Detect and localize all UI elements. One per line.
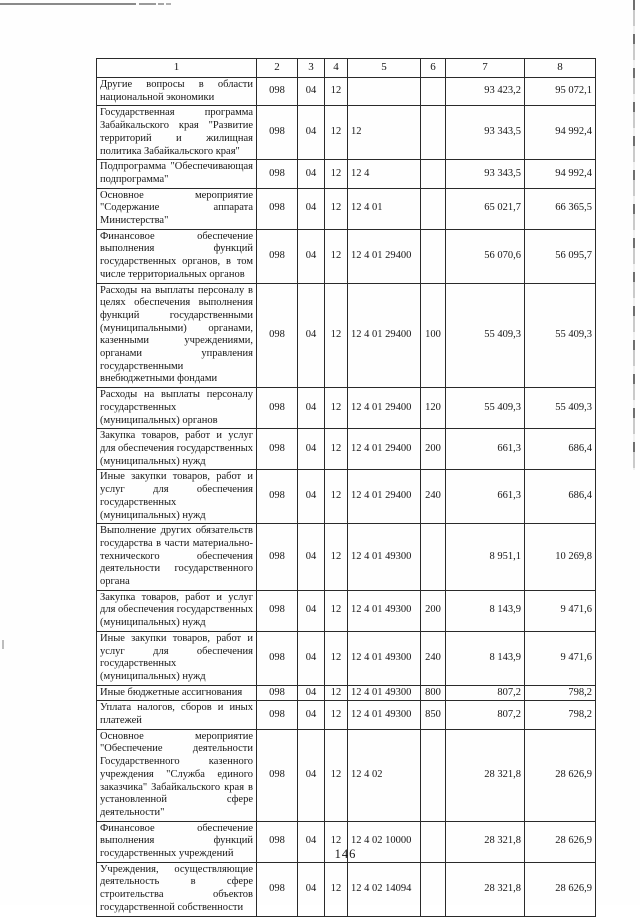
table-cell: 798,2 (525, 701, 596, 729)
table-cell: 65 021,7 (446, 188, 525, 229)
table-cell: 12 (325, 229, 348, 283)
table-cell: 12 4 02 10000 (348, 821, 421, 862)
table-cell: 12 4 (348, 160, 421, 188)
table-cell: 94 992,4 (525, 160, 596, 188)
table-cell: 12 (325, 701, 348, 729)
table-row (97, 160, 596, 188)
table-cell: 04 (298, 160, 325, 188)
table-cell: 04 (298, 729, 325, 821)
table-cell: 12 4 01 49300 (348, 685, 421, 701)
table-cell: 94 992,4 (525, 106, 596, 160)
table-cell: 12 4 02 14094 (348, 862, 421, 916)
table-row (97, 388, 596, 429)
table-cell: 12 (325, 106, 348, 160)
table-cell: 12 (325, 590, 348, 631)
table-cell: 098 (257, 188, 298, 229)
table-row (97, 701, 596, 729)
table-cell: 12 (325, 388, 348, 429)
table-cell: 04 (298, 388, 325, 429)
table-header-cell: 1 (97, 59, 257, 78)
table-cell: Государственная программа Забайкальского края "Развитие территорий и жилищная политика Забайкальского края" (97, 106, 257, 160)
table-cell: 04 (298, 470, 325, 524)
table-header-cell: 5 (348, 59, 421, 78)
table-row (97, 283, 596, 388)
table-cell: 56 070,6 (446, 229, 525, 283)
table-cell: Другие вопросы в области национальной экономики (97, 78, 257, 106)
table-row (97, 78, 596, 106)
table-cell: 93 343,5 (446, 160, 525, 188)
table-cell: 93 423,2 (446, 78, 525, 106)
table-cell: 04 (298, 524, 325, 591)
table-cell: 04 (298, 229, 325, 283)
table-header-cell: 4 (325, 59, 348, 78)
table-header-cell: 8 (525, 59, 596, 78)
table-cell: Расходы на выплаты персоналу в целях обеспечения выполнения функций государственными (муниципальными) органами, казенными учреждениями, органами управления государственными внебюджетными фондами (97, 283, 257, 388)
table-cell: 120 (421, 388, 446, 429)
table-header-cell: 3 (298, 59, 325, 78)
table-cell (421, 106, 446, 160)
table-cell: 098 (257, 160, 298, 188)
table-cell: 55 409,3 (525, 388, 596, 429)
table-cell: 098 (257, 701, 298, 729)
table-cell: 807,2 (446, 701, 525, 729)
table-cell: 8 951,1 (446, 524, 525, 591)
table-header-cell: 2 (257, 59, 298, 78)
table-row (97, 470, 596, 524)
table-cell: Иные бюджетные ассигнования (97, 685, 257, 701)
table-cell: 9 471,6 (525, 631, 596, 685)
table-cell: 12 (325, 78, 348, 106)
table-row (97, 862, 596, 916)
table-cell: 12 (325, 821, 348, 862)
table-cell: Учреждения, осуществляющие деятельность в сфере строительства объектов государственной собственности (97, 862, 257, 916)
table-cell: 098 (257, 429, 298, 470)
table-header-cell: 7 (446, 59, 525, 78)
table-cell: 12 4 01 29400 (348, 388, 421, 429)
table-cell: 12 4 01 29400 (348, 470, 421, 524)
scan-artifact-right-edge-line (633, 0, 635, 470)
budget-table (96, 58, 596, 917)
table-cell: 098 (257, 229, 298, 283)
table-cell: 04 (298, 701, 325, 729)
table-cell: 12 (325, 524, 348, 591)
table-cell: 04 (298, 821, 325, 862)
table-cell: 798,2 (525, 685, 596, 701)
table-cell: 12 4 01 49300 (348, 631, 421, 685)
table-cell: 28 321,8 (446, 862, 525, 916)
table-cell: 8 143,9 (446, 590, 525, 631)
table-row (97, 685, 596, 701)
table-cell: 04 (298, 590, 325, 631)
table-cell: Подпрограмма "Обеспечивающая подпрограмма" (97, 160, 257, 188)
table-cell: 8 143,9 (446, 631, 525, 685)
table-cell: 95 072,1 (525, 78, 596, 106)
table-cell (421, 524, 446, 591)
table-row (97, 188, 596, 229)
table-cell: 098 (257, 78, 298, 106)
table-cell: 55 409,3 (446, 283, 525, 388)
table-cell (421, 862, 446, 916)
table-cell: 686,4 (525, 429, 596, 470)
table-cell (421, 188, 446, 229)
table-cell: 850 (421, 701, 446, 729)
table-cell: 04 (298, 106, 325, 160)
table-cell: Основное мероприятие "Обеспечение деятельности Государственного казенного учреждения "Служба единого заказчика" Забайкальского края в установленной сфере деятельности" (97, 729, 257, 821)
table-cell: 098 (257, 524, 298, 591)
table-cell: 807,2 (446, 685, 525, 701)
table-cell: 04 (298, 685, 325, 701)
table-row (97, 631, 596, 685)
table-cell: 55 409,3 (446, 388, 525, 429)
table-cell: 12 4 01 (348, 188, 421, 229)
table-cell: 12 4 01 29400 (348, 429, 421, 470)
table-cell: 12 (325, 729, 348, 821)
table-cell: 098 (257, 590, 298, 631)
table-cell: 12 (325, 685, 348, 701)
table-cell: 12 (325, 631, 348, 685)
table-cell: 12 (325, 862, 348, 916)
table-cell: 28 321,8 (446, 729, 525, 821)
table-cell: 098 (257, 388, 298, 429)
table-cell: 100 (421, 283, 446, 388)
table-cell: 28 626,9 (525, 729, 596, 821)
table-cell: 28 626,9 (525, 862, 596, 916)
table-cell: 686,4 (525, 470, 596, 524)
table-cell: 10 269,8 (525, 524, 596, 591)
table-row (97, 429, 596, 470)
table-cell: 098 (257, 283, 298, 388)
table-cell (348, 78, 421, 106)
table-cell: 098 (257, 821, 298, 862)
table-cell: 098 (257, 685, 298, 701)
table-cell: Основное мероприятие "Содержание аппарата Министерства" (97, 188, 257, 229)
table-cell: 04 (298, 78, 325, 106)
table-cell (421, 729, 446, 821)
table-header-row (97, 59, 596, 78)
table-cell: 04 (298, 862, 325, 916)
table-cell: 12 (325, 470, 348, 524)
table-row (97, 729, 596, 821)
scan-artifact-top-dash (166, 3, 171, 5)
table-cell: 12 4 01 29400 (348, 283, 421, 388)
table-cell: 93 343,5 (446, 106, 525, 160)
table-cell: 12 4 01 29400 (348, 229, 421, 283)
table-cell: Расходы на выплаты персоналу государственных (муниципальных) органов (97, 388, 257, 429)
table-cell: 55 409,3 (525, 283, 596, 388)
budget-table-body (97, 78, 596, 917)
table-cell: 12 (348, 106, 421, 160)
table-cell (421, 160, 446, 188)
table-row (97, 229, 596, 283)
table-cell (421, 78, 446, 106)
table-cell: 800 (421, 685, 446, 701)
table-cell: Уплата налогов, сборов и иных платежей (97, 701, 257, 729)
table-cell: 098 (257, 862, 298, 916)
table-cell: 12 4 01 49300 (348, 590, 421, 631)
table-cell: Иные закупки товаров, работ и услуг для обеспечения государственных (муниципальных) нужд (97, 631, 257, 685)
table-cell: 240 (421, 470, 446, 524)
table-cell: 200 (421, 590, 446, 631)
scan-artifact-top-dash (139, 3, 156, 5)
table-cell: 098 (257, 106, 298, 160)
table-cell: 12 (325, 283, 348, 388)
table-cell: 04 (298, 283, 325, 388)
page-number: 146 (334, 847, 357, 861)
table-cell: 098 (257, 470, 298, 524)
scan-artifact-top-dash (158, 3, 164, 5)
table-cell: 12 (325, 188, 348, 229)
table-cell: 661,3 (446, 429, 525, 470)
table-cell: 66 365,5 (525, 188, 596, 229)
scan-artifact-left-tick (2, 640, 4, 649)
table-cell: 04 (298, 631, 325, 685)
table-cell: Закупка товаров, работ и услуг для обеспечения государственных (муниципальных) нужд (97, 590, 257, 631)
table-cell: 9 471,6 (525, 590, 596, 631)
table-row (97, 106, 596, 160)
table-cell: Закупка товаров, работ и услуг для обеспечения государственных (муниципальных) нужд (97, 429, 257, 470)
table-cell: 04 (298, 188, 325, 229)
table-cell: 28 626,9 (525, 821, 596, 862)
table-cell: 12 (325, 429, 348, 470)
table-cell: 098 (257, 631, 298, 685)
table-cell: 04 (298, 429, 325, 470)
table-cell: Финансовое обеспечение выполнения функций государственных органов, в том числе территориальных органов (97, 229, 257, 283)
table-cell: Иные закупки товаров, работ и услуг для обеспечения государственных (муниципальных) нужд (97, 470, 257, 524)
table-cell: 28 321,8 (446, 821, 525, 862)
scan-artifact-top-line (0, 3, 136, 5)
table-cell: 12 4 02 (348, 729, 421, 821)
table-row (97, 524, 596, 591)
table-cell: 12 (325, 160, 348, 188)
table-cell: 098 (257, 729, 298, 821)
table-cell: 661,3 (446, 470, 525, 524)
table-cell: 12 4 01 49300 (348, 701, 421, 729)
table-row (97, 590, 596, 631)
table-cell (421, 229, 446, 283)
table-header-cell: 6 (421, 59, 446, 78)
table-cell: Финансовое обеспечение выполнения функций государственных учреждений (97, 821, 257, 862)
table-cell: 56 095,7 (525, 229, 596, 283)
table-cell: 12 4 01 49300 (348, 524, 421, 591)
table-cell: Выполнение других обязательств государства в части материально-технического обеспечения деятельности государственного органа (97, 524, 257, 591)
table-cell: 240 (421, 631, 446, 685)
table-cell: 200 (421, 429, 446, 470)
